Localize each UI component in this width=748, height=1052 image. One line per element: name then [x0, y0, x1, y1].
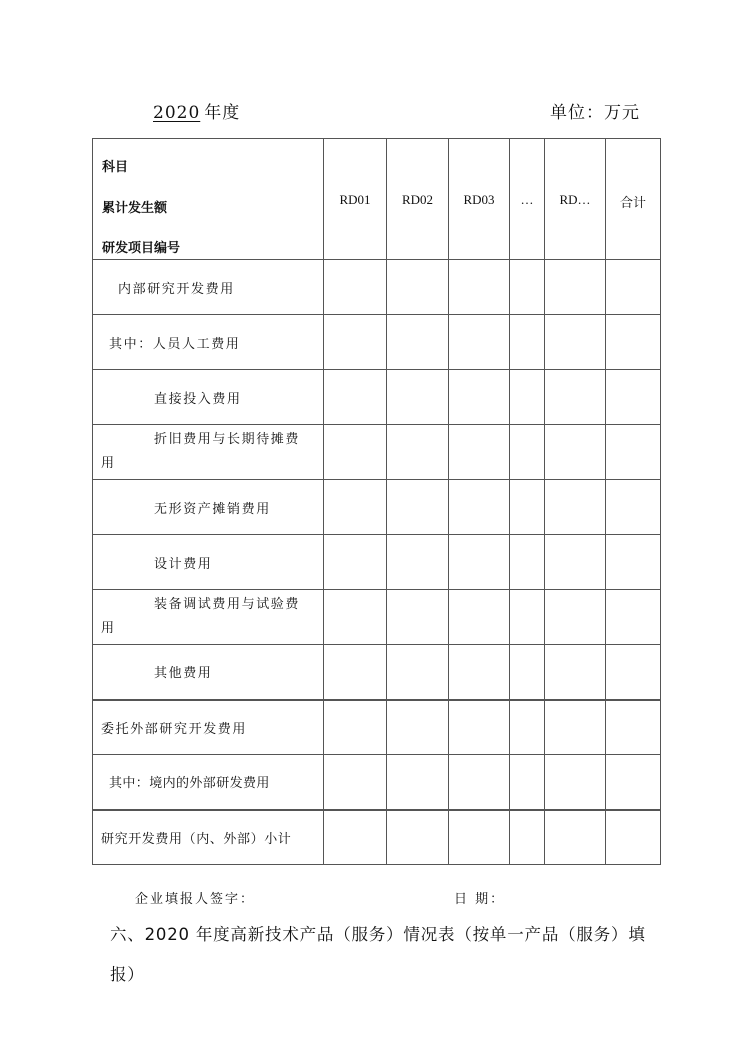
table-cell[interactable] [606, 590, 661, 645]
table-cell[interactable] [449, 645, 510, 700]
table-cell[interactable] [606, 370, 661, 425]
table-cell[interactable] [606, 425, 661, 480]
table-cell[interactable] [387, 315, 449, 370]
table-cell[interactable] [606, 315, 661, 370]
table-cell[interactable] [545, 755, 606, 810]
table-cell[interactable] [449, 700, 510, 755]
header-diagonal-cell [93, 139, 324, 260]
table-cell[interactable] [510, 480, 545, 535]
row-label: 其中：人员人工费用 [93, 315, 324, 370]
table-cell[interactable] [510, 700, 545, 755]
table-cell[interactable] [387, 645, 449, 700]
unit-label: 单位：万元 [550, 103, 640, 123]
table-cell[interactable] [449, 315, 510, 370]
table-cell[interactable] [545, 810, 606, 865]
table-cell[interactable] [324, 260, 387, 315]
table-cell[interactable] [545, 315, 606, 370]
table-cell[interactable] [449, 810, 510, 865]
table-row [93, 535, 661, 590]
table-cell[interactable] [449, 755, 510, 810]
table-cell[interactable] [545, 260, 606, 315]
table-cell[interactable] [324, 370, 387, 425]
table-row [93, 425, 661, 480]
table-cell[interactable] [510, 370, 545, 425]
table-row [93, 315, 661, 370]
row-label-line2: 用 [101, 621, 116, 636]
row-label: 其中：境内的外部研发费用 [93, 755, 324, 810]
table-row [93, 645, 661, 700]
table-cell[interactable] [545, 590, 606, 645]
section-title: 六、2020 年度高新技术产品（服务）情况表（按单一产品（服务）填报） [110, 925, 646, 984]
year-suffix: 年度 [204, 103, 241, 123]
table-row [93, 810, 661, 865]
table-cell[interactable] [510, 645, 545, 700]
table-cell[interactable] [387, 810, 449, 865]
table-cell[interactable] [510, 315, 545, 370]
table-row [93, 370, 661, 425]
table-cell[interactable] [545, 645, 606, 700]
table-cell[interactable] [449, 370, 510, 425]
table-cell[interactable] [324, 480, 387, 535]
header-label-subject: 科目 [102, 160, 129, 175]
table-row [93, 480, 661, 535]
table-cell[interactable] [449, 535, 510, 590]
header-label-amount: 累计发生额 [102, 201, 168, 216]
table-cell[interactable] [545, 370, 606, 425]
row-label-line1: 装备调试费用与试验费 [154, 597, 301, 612]
table-cell[interactable] [387, 480, 449, 535]
table-cell[interactable] [324, 590, 387, 645]
table-cell[interactable] [545, 700, 606, 755]
table-cell[interactable] [324, 700, 387, 755]
report-year [143, 98, 240, 123]
table-cell[interactable] [387, 370, 449, 425]
table-row [93, 590, 661, 645]
rd-expense-table [92, 138, 661, 865]
table-row [93, 260, 661, 315]
table-cell[interactable] [387, 590, 449, 645]
row-label: 内部研究开发费用 [93, 260, 324, 315]
table-cell[interactable] [324, 810, 387, 865]
table-header-row [93, 139, 661, 260]
table-cell[interactable] [387, 755, 449, 810]
table-cell[interactable] [324, 315, 387, 370]
table-cell[interactable] [324, 535, 387, 590]
table-cell[interactable] [387, 425, 449, 480]
table-cell[interactable] [545, 480, 606, 535]
table-cell[interactable] [545, 425, 606, 480]
row-label: 设计费用 [93, 535, 324, 590]
col-header-rd01: RD01 [324, 139, 387, 260]
table-cell[interactable] [510, 535, 545, 590]
row-label-line1: 折旧费用与长期待摊费 [154, 432, 301, 447]
signer-label: 企业填报人签字： [135, 892, 256, 907]
row-label: 无形资产摊销费用 [93, 480, 324, 535]
table-cell[interactable] [510, 425, 545, 480]
row-label: 委托外部研究开发费用 [93, 700, 324, 755]
table-cell[interactable] [324, 755, 387, 810]
table-cell[interactable] [606, 700, 661, 755]
row-label: 其他费用 [93, 645, 324, 700]
table-cell[interactable] [510, 755, 545, 810]
table-cell[interactable] [606, 810, 661, 865]
table-cell[interactable] [606, 260, 661, 315]
table-cell[interactable] [606, 535, 661, 590]
col-header-ellipsis: … [510, 139, 545, 260]
row-label: 直接投入费用 [93, 370, 324, 425]
table-row [93, 700, 661, 755]
table-cell[interactable] [606, 480, 661, 535]
table-cell[interactable] [510, 590, 545, 645]
table-cell[interactable] [324, 425, 387, 480]
table-cell[interactable] [449, 480, 510, 535]
header-label-project-no: 研发项目编号 [102, 241, 181, 256]
col-header-rd03: RD03 [449, 139, 510, 260]
table-cell[interactable] [387, 535, 449, 590]
table-row [93, 755, 661, 810]
table-cell[interactable] [387, 700, 449, 755]
col-header-total: 合计 [606, 139, 661, 260]
table-cell[interactable] [387, 260, 449, 315]
col-header-rd-more: RD… [545, 139, 606, 260]
row-label [93, 425, 324, 480]
table-cell[interactable] [606, 755, 661, 810]
date-label: 日 期： [454, 892, 506, 907]
col-header-rd02: RD02 [387, 139, 449, 260]
table-cell[interactable] [606, 645, 661, 700]
row-label [93, 590, 324, 645]
table-cell[interactable] [545, 535, 606, 590]
year-value: 2020 [153, 103, 201, 123]
table-cell[interactable] [324, 645, 387, 700]
table-cell[interactable] [449, 425, 510, 480]
table-cell[interactable] [449, 590, 510, 645]
table-cell[interactable] [449, 260, 510, 315]
row-label: 研究开发费用（内、外部）小计 [93, 810, 324, 865]
table-cell[interactable] [510, 260, 545, 315]
table-cell[interactable] [510, 810, 545, 865]
row-label-line2: 用 [101, 456, 116, 471]
